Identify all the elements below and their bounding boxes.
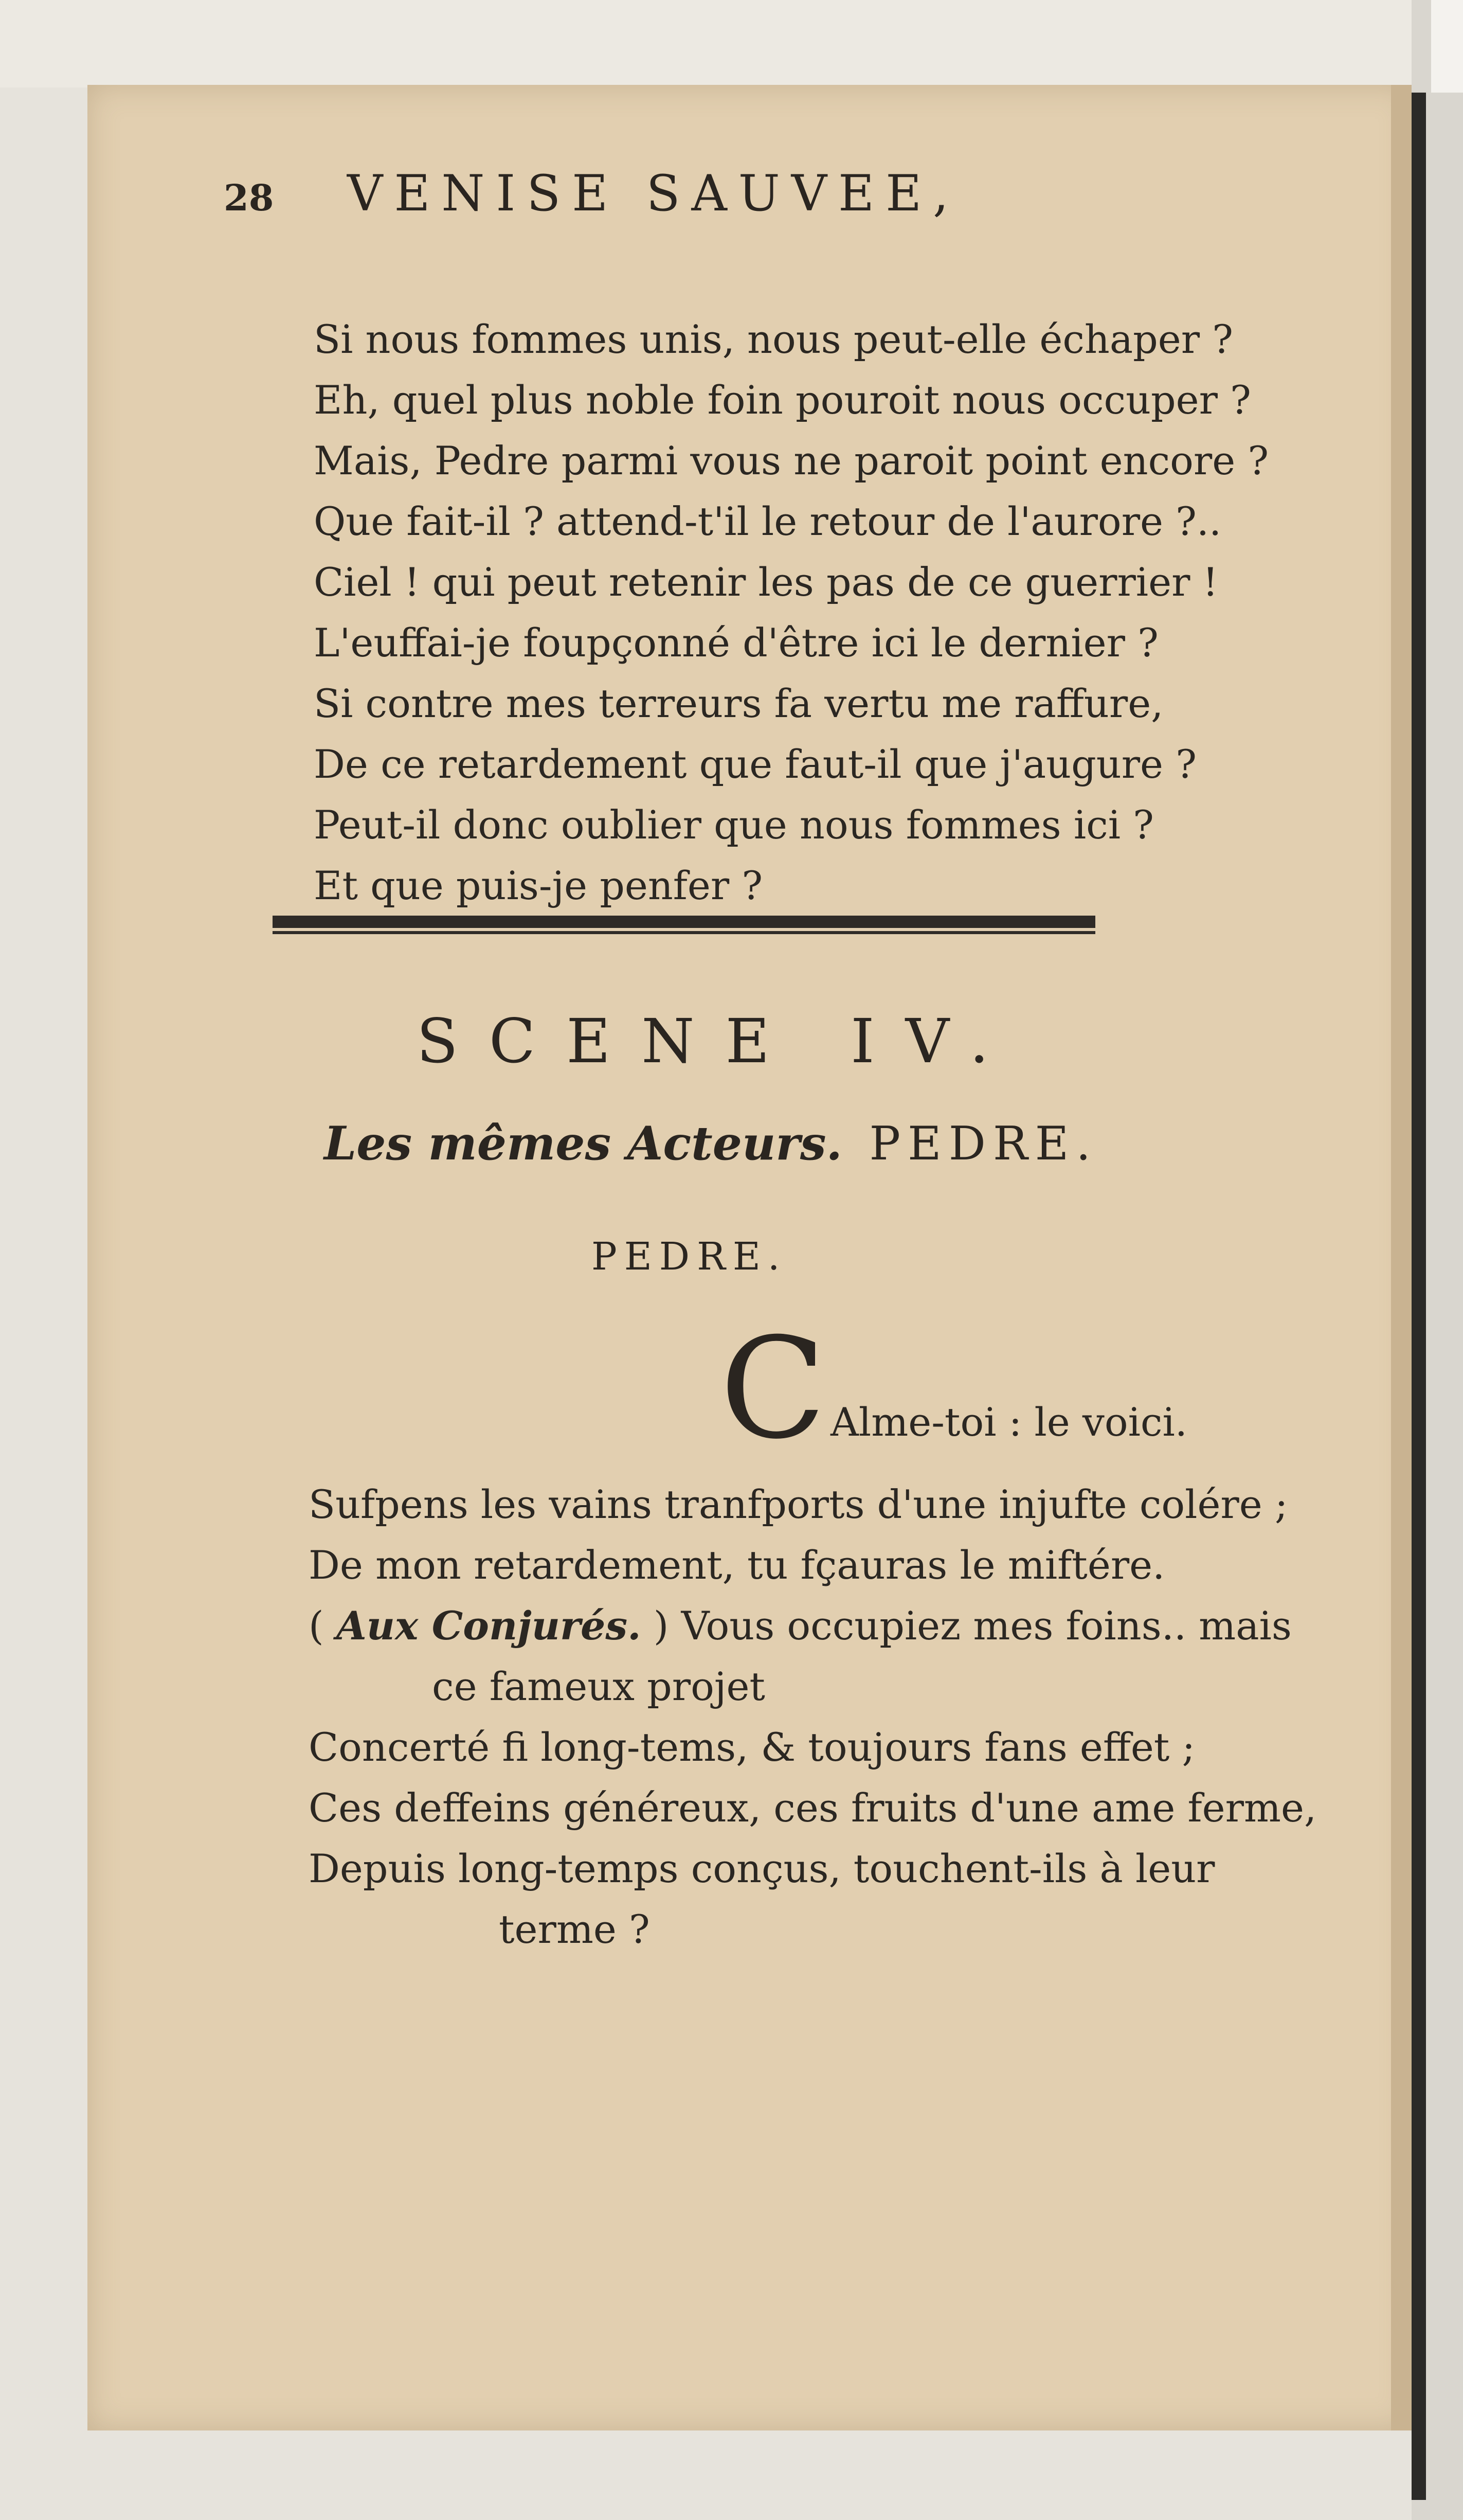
verse-line: ce fameux projet [432, 1664, 765, 1709]
verse-line: ( Aux Conjurés. ) Vous occupiez mes foins.. mais [309, 1603, 1292, 1649]
scanner-tab [1431, 0, 1463, 93]
section-rule [273, 916, 1095, 936]
verse-line: Mais, Pedre parmi vous ne paroit point encore ? [314, 438, 1269, 484]
verse-line: Depuis long-temps conçus, touchent-ils à leur [309, 1846, 1215, 1891]
stage-direction: Aux Conjurés. [336, 1603, 641, 1649]
running-head [224, 165, 1046, 237]
running-title: VENISE SAUVEE, [347, 165, 960, 222]
page-number: 28 [224, 176, 274, 219]
verse-line: De ce retardement que faut-il que j'augure ? [314, 741, 1197, 787]
cast-name: PEDRE. [869, 1117, 1098, 1171]
verse-text: Vous occupiez mes foins.. mais [681, 1603, 1292, 1649]
drop-cap: C [720, 1308, 826, 1470]
verse-line: Concerté fi long-tems, & toujours fans effet ; [309, 1724, 1196, 1770]
verse-line: terme ? [499, 1906, 650, 1952]
verse-line: Ciel ! qui peut retenir les pas de ce guerrier ! [314, 559, 1219, 605]
page-gutter [1391, 85, 1412, 2430]
verse-line: Et que puis-je penfer ? [314, 863, 763, 908]
scan-background [0, 0, 1463, 87]
verse-line: Si nous fommes unis, nous peut-elle échaper ? [314, 316, 1234, 362]
rule-thick [273, 916, 1095, 928]
verse-line: Eh, quel plus noble foin pouroit nous occuper ? [314, 377, 1251, 423]
verse-line: Sufpens les vains tranfports d'une injufte colére ; [309, 1481, 1288, 1527]
opening-text: Alme-toi : le voici. [830, 1399, 1187, 1445]
verse-line: Ces deffeins généreux, ces fruits d'une ame ferme, [309, 1785, 1317, 1831]
verse-line: De mon retardement, tu fçauras le miftére. [309, 1542, 1165, 1588]
cast-list [324, 1116, 1198, 1183]
verse-line: Que fait-il ? attend-t'il le retour de l'aurore ?.. [314, 498, 1222, 544]
book-edge-shadow [1412, 93, 1426, 2500]
verse-line: Peut-il donc oublier que nous fommes ici ? [314, 802, 1154, 848]
opening-line [720, 1308, 1286, 1470]
cast-italic: Les mêmes Acteurs. [324, 1116, 842, 1171]
scene-title: SCENE IV. [417, 1006, 1020, 1077]
verse-block-bottom [309, 1476, 1337, 1991]
verse-block-top [314, 311, 1291, 928]
scanner-edge [1412, 0, 1463, 2520]
rule-thin [273, 931, 1095, 934]
verse-line: Si contre mes terreurs fa vertu me raffure, [314, 681, 1164, 726]
speaker-name: PEDRE. [591, 1235, 787, 1279]
verse-line: L'euffai-je foupçonné d'être ici le dernier ? [314, 620, 1159, 666]
